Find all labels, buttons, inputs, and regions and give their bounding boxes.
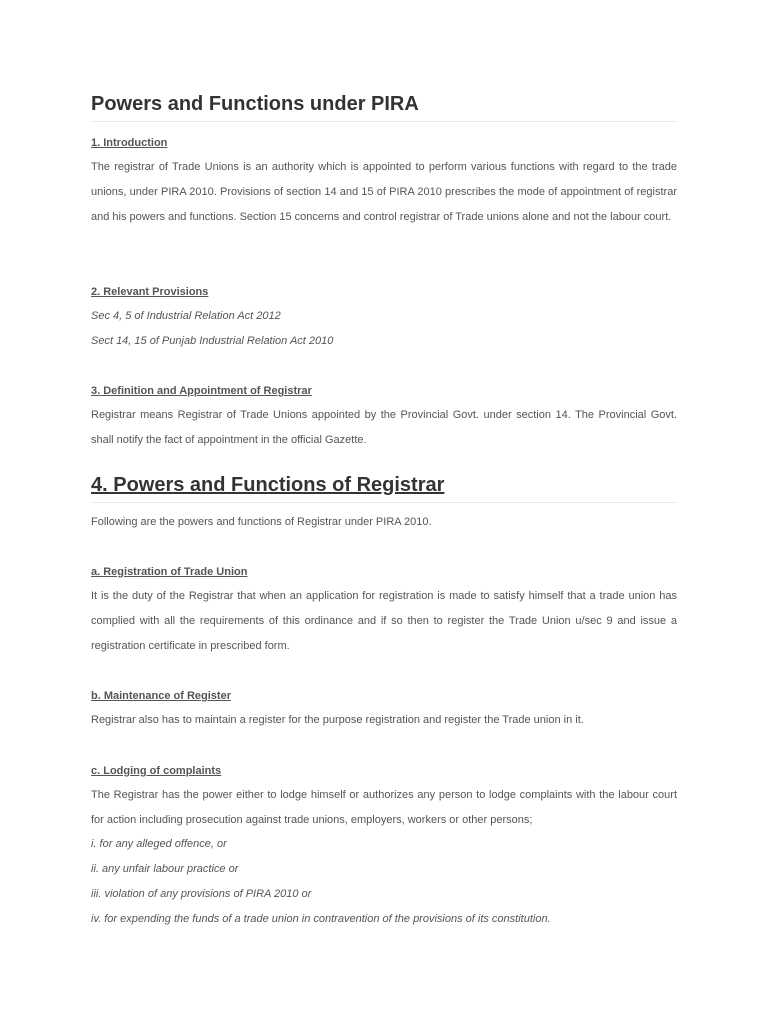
complaint-list-item: ii. any unfair labour practice or	[91, 863, 239, 875]
subsection-heading-maintenance: b. Maintenance of Register	[91, 690, 231, 702]
complaint-list-item: i. for any alleged offence, or	[91, 838, 227, 850]
maintenance-text: Registrar also has to maintain a register for the purpose registration and register the Trade union in it.	[91, 714, 584, 726]
subsection-heading-complaints: c. Lodging of complaints	[91, 765, 222, 777]
section-heading-relevant-provisions: 2. Relevant Provisions	[91, 286, 209, 298]
provision-item: Sect 14, 15 of Punjab Industrial Relation Act 2010	[91, 335, 334, 347]
definition-text: Registrar means Registrar of Trade Unions appointed by the Provincial Govt. under section 14. The Provincial Govt. shall notify the fact of appointment in the official Gazette.	[91, 409, 677, 446]
provision-item: Sec 4, 5 of Industrial Relation Act 2012	[91, 310, 281, 322]
section-heading-definition: 3. Definition and Appointment of Registrar	[91, 385, 312, 397]
section-heading-introduction: 1. Introduction	[91, 137, 168, 149]
page-title: Powers and Functions under PIRA	[91, 93, 677, 122]
powers-intro-text: Following are the powers and functions of Registrar under PIRA 2010.	[91, 516, 432, 528]
complaint-list-item: iii. violation of any provisions of PIRA 2010 or	[91, 888, 312, 900]
section-title-powers: 4. Powers and Functions of Registrar	[91, 474, 677, 503]
complaints-text: The Registrar has the power either to lodge himself or authorizes any person to lodge complaints with the labour court for action including prosecution against trade unions, employers, workers or other persons;	[91, 789, 677, 826]
subsection-heading-registration: a. Registration of Trade Union	[91, 566, 248, 578]
complaint-list-item: iv. for expending the funds of a trade union in contravention of the provisions of its constitution.	[91, 913, 551, 925]
introduction-text: The registrar of Trade Unions is an authority which is appointed to perform various functions with regard to the trade unions, under PIRA 2010. Provisions of section 14 and 15 of PIRA 2010 prescribes the mode of appointment of registrar and his powers and functions. Section 15 concerns and control registrar of Trade unions alone and not the labour court.	[91, 161, 677, 223]
registration-text: It is the duty of the Registrar that when an application for registration is made to satisfy himself that a trade union has complied with all the requirements of this ordinance and if so then to register the Trade Union u/sec 9 and issue a registration certificate in prescribed form.	[91, 590, 677, 652]
